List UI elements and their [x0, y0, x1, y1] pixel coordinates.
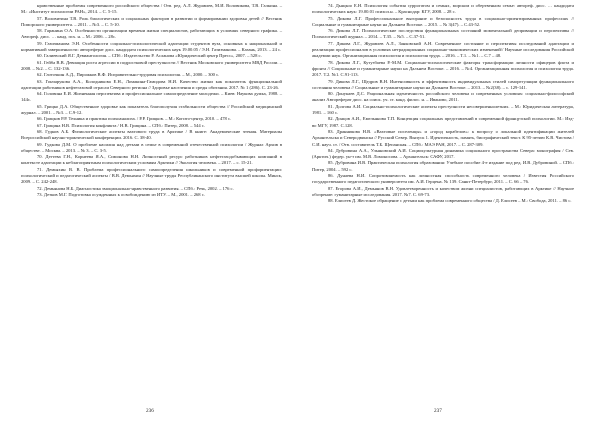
reference-item: 71. Демьяхин В. В. Проблема профессионального самоопределения школьников и современной профориентации: психологический и педагогический аспекты / В.В. Демьяхин // Научные труды Республиканского института высшей школы. Минск, 2009. – С. 242-248.	[21, 166, 282, 185]
reference-item: 75. Дикова Л.Г. Профессиональное выгорание и безопасность труда в социально-ориентированных профессиях // Социальные и гуманитарные науки на Дальнем Востоке. – 2015. – № 3(47). – С.43-52.	[312, 15, 574, 27]
reference-item: 84. Дубровина А.А., Ульяновский А.И. Социокультурная динамика социального пространства Севера: монография / Сев. (Арктич.) федер. ун-т им. М.В. Ломоносова. – Архангельск: САФУ, 2017.	[312, 147, 574, 160]
reference-item: 67. Грицина Н.В. Психология конфликта / Н.В. Грицина. – СПб.: Питер, 2008. – 544 с.	[37, 122, 205, 128]
reference-item: 64. Головина Е.И. Жизненная перспектива и профессиональное самоопределение молодежи. – Киев: Наукова думка, 1988. – 144с.	[21, 91, 282, 103]
reference-item: нравственные проблемы современного российского общества / Отв. ред. А.Л. Журавлев, М.И. Воловикова, Т.В. Галкина. – М.: «Институт психологии РАН», 2014. – С. 5-15.	[21, 3, 282, 15]
reference-item: 76. Дикова Л.Г. Психологические последствия функциональных состояний моментальной депривации и перспективы // Психологический журнал. – 2014. – Т.35. – №5. – С.37-51.	[312, 28, 574, 40]
right-page	[300, 0, 600, 424]
reference-item: 62. Глоточкин А.Д., Пирожков В.Ф. Исправительно-трудовая психология. – М., 2000. – 300 с.	[37, 72, 220, 78]
reference-list-left	[21, 3, 282, 198]
reference-item: 80. Донукаев Д.С. Рациональная идентичность российского человека и современных условиях: социально-философский анализ Автореферат дисс. на соиск. уч. ст. канд. филос. н. – Иваново, 2011.	[312, 91, 574, 103]
reference-item: 85. Дубровина И.В. Практическая психология образования: Учебное пособие 4-е издание под ред. И.В. Дубровиной. – СПб.: Питер, 2004. – 592 с.	[312, 160, 574, 172]
reference-item: 72. Демьянова Н.Б. Диагностика эмоционально-нравственного развития. – СПб.: Речь, 2002. – 176 с.	[37, 185, 234, 191]
reference-item: 77. Дикова Л.Г., Журавлев А.Л., Занковский А.Н. Современное состояние и перспективы исследований адаптации и реализации профессионалов в условиях нетрадиционных социально-экономических изменений// Научные исследования Российской академии наук. Организационная психология и психология труда. – 2016. – Т.1. – №1. – С.7 – 48.	[312, 40, 574, 59]
reference-item: 79. Дикова Л.Г., Щедров В.Н. Интенсивность и эффективность индивидуальных стилей саморегуляции функционального состояния человека // Социальные и гуманитарные науки на Дальнем Востоке. – 2013. – №2(38). – с. 129-141.	[312, 78, 574, 90]
reference-item: 58. Гаранина О.А. Особенности организации времени жизни специалистов, работающих в условиях северного графика. – Автореф. дисс. … канд. псх. н. – М.: 2006. – 28с.	[21, 28, 282, 40]
reference-item: 65. Грицко Д.А. Общественное здоровье как показатель благополучия стабильности общества // Российский медицинский журнал. – 2001. – №3. – С.9-12.	[21, 103, 282, 116]
reference-item: 88. Елисеев Д. Жестокое обращение с детьми как проблема современного общества / Д. Елисеев – М.: Свобода, 2011. – 86 с.	[328, 198, 572, 204]
page-number-left: 236	[146, 408, 154, 414]
reference-item: 87. Егорова А.И., Демьянов В.Н. Удовлетворенность и качеством жизни специалистов, работающих в Арктике // Научное обозрение: гуманитарные исследования. 2017. №7. С. 69-73.	[312, 185, 574, 197]
reference-item: 61. Гейба В.В. Девиация роста агрессии в подростковой преступности // Вестник Московского университета МВД России. – 2008. – №2. – С. 132-136.	[21, 59, 282, 71]
reference-item: 59. Газизманова Э.Н. Особенности социально-психологической адаптации студентов вуза, основных к национальной и нормативной завершенности: автореферат дисс. кандидата психологических наук 19.00.05 / Э.Н. Газизманова. – Казань, 2013. – 24 с.	[21, 40, 282, 53]
reference-item: 73. Детков М.Г. Подготовка осужденных к освобождению из ИТУ. – М., 2001. – 268 с.	[37, 191, 205, 197]
reference-item: 68. Гудков А.Б. Физиологические аспекты вахтового труда в Арктике / В книге: Академические чтения. Материалы Всероссийской научно-практической конференции. 2016. С. 38-40.	[21, 128, 282, 141]
reference-item: 63. Гончарукова А.А., Колодникова Е.Н., Ломакина-Гамидова Н.И. Качество жизни как показатель функциональной адаптации работников нефтегазовой отрасли Северного региона // Здоровье населения и среды обитания. 2017. № 1 (286). С. 23-26.	[21, 78, 282, 90]
reference-item: 83. Дранникова Н.В. «Вахтовые поселенцы» и «город корабелов»: к вопросу о локальной идентификации жителей Архангельска и Северодвинска // Русский Север. Выпуск 1. Идентичность, память, биографический текст. К 95-летию К.В. Чистова / С.И. науч. ст. / Отв. составитель Т.Б. Щепанская. – СПб.: МАЭ РАН, 2017. – С. 287-309.	[312, 128, 574, 147]
reference-item: 66. Грицков Р.Р. Техника и практика психоанализа. / Р.Р. Грицков. – М.: Когито-центр, 2010. – 478 с.	[37, 116, 232, 122]
reference-item: 69. Гудкова Д.М. О проблеме насилия над детьми в семье в современной отечественной психологии / Журнал Архив в обществе. – Москва. – 2013. – № 3. – С. 3-5.	[21, 141, 282, 153]
reference-item: 86. Дунаева Н.И. Сопротивляемость как личностная способность современного человека / Известия Российского государственного педагогического университета им. А.И. Герцена. № 139. Санкт-Петербург, 2011. – С. 66 – 76.	[312, 173, 574, 185]
reference-list-right	[312, 3, 574, 205]
reference-item: 81. Долгова А.И. Социально-психологические аспекты преступности несовершеннолетних. – М.: Юридическая литература, 1981. – 160 с.	[312, 103, 574, 116]
reference-item: 82. Донцов А.И., Емельянова Т.П. Концепция социальных представлений в современной французской психологии. М.: Изд-во МГУ, 1987. С.128.	[312, 116, 574, 128]
reference-item: 57. Воловитина Т.В. Роль биологических и социальных факторов в развитии и формировании здоровья детей // Вестник Поморского университета. – 2011. – №3. – С. 5-10.	[21, 15, 282, 27]
reference-item: 60. Галиевский Я.Г. Девиантология. – СПб.: Издательство Р. Асланова «Юридический центр Пресс», 2007. – 528 с.	[37, 53, 262, 59]
reference-item: 74. Дьяцкоо Е.Н. Психология события суррогатом и семьях, морском и обертвенном семье: автореф. дисс. … кандидата психологических наук: 19.00.01 психол.н. – Краснодар: КГУ, 2008. – 28 с.	[312, 3, 574, 15]
page-number-right: 237	[434, 408, 442, 414]
reference-item: 78. Дикова Л.Г., Кутузбаева Р.-М.М. Социально-психологические факторы трансформации личности офицеров флота и фронта // Социальные и гуманитарные науки на Дальнем Востоке. – 2016. – №4. Организационная психология и психология труда. 2017. Т.2. №1. С.91-113.	[312, 59, 574, 78]
reference-item: 70. Дегтева Г.Н., Корнеева Я.А., Симонова Н.Н. Личностный ресурс работников нефтегазодобывающих компаний в контексте адаптации к неблагоприятным психологическим условиям Арктики // Экология человека. – 2017. – с. 15-21.	[21, 154, 282, 166]
